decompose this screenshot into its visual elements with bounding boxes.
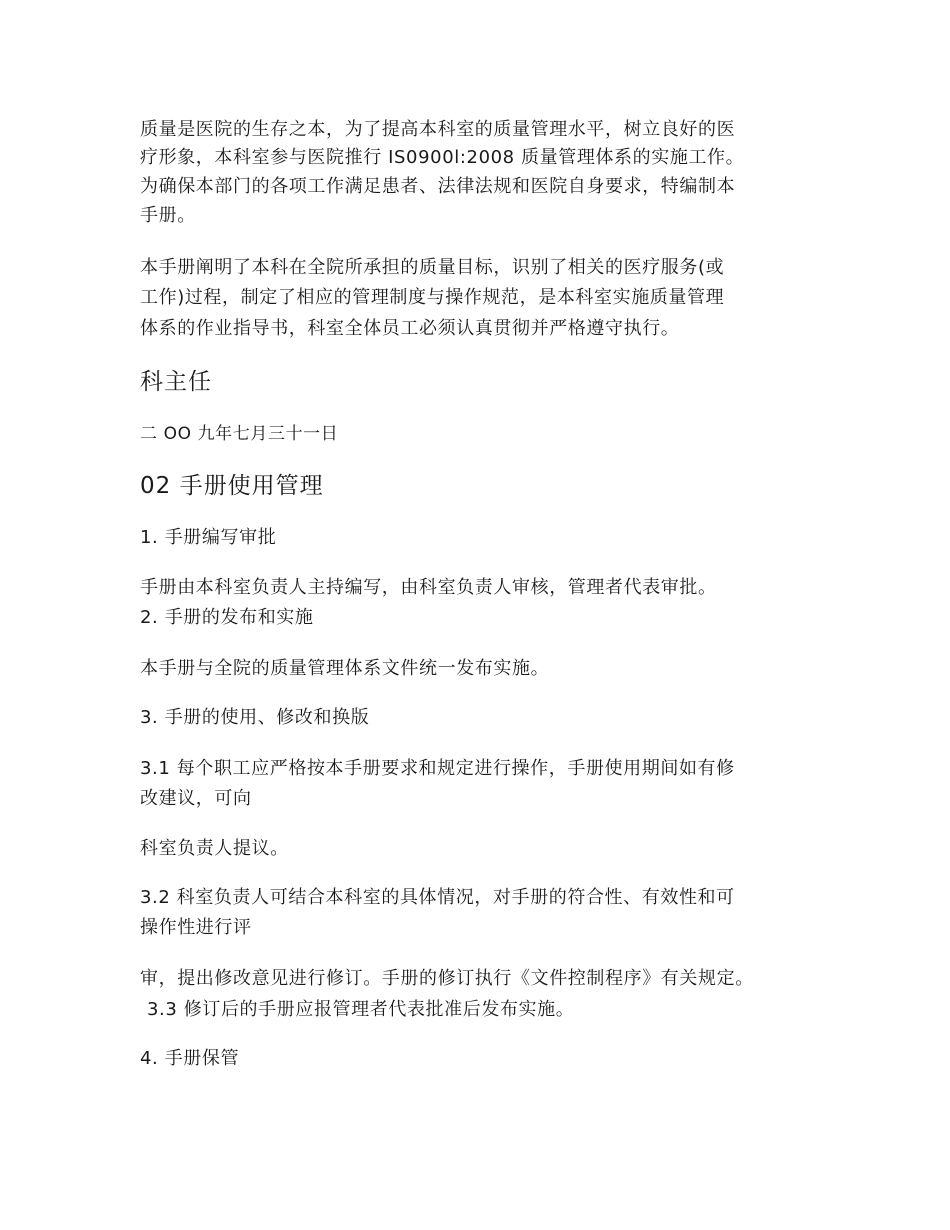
section-3-2-line-1: 3.2 科室负责人可结合本科室的具体情况，对手册的符合性、有效性和可: [140, 887, 735, 908]
section-2-text: 本手册与全院的质量管理体系文件统一发布实施。: [140, 658, 550, 679]
section-2-heading: 2. 手册的发布和实施: [140, 607, 314, 628]
intro-paragraph-2-line-3: 体系的作业指导书，科室全体员工必须认真贯彻并严格遵守执行。: [140, 318, 680, 339]
signature-title: 科主任: [140, 369, 212, 395]
intro-paragraph-1-line-2: 疗形象，本科室参与医院推行 IS0900l:2008 质量管理体系的实施工作。: [140, 147, 745, 168]
intro-paragraph-1-line-1: 质量是医院的生存之本，为了提高本科室的质量管理水平，树立良好的医: [140, 119, 736, 140]
intro-paragraph-2-line-2: 工作)过程，制定了相应的管理制度与操作规范，是本科室实施质量管理: [140, 287, 725, 308]
intro-paragraph-2-line-1: 本手册阐明了本科在全院所承担的质量目标，识别了相关的医疗服务(或: [140, 257, 725, 278]
section-3-2-line-2: 操作性进行评: [140, 917, 252, 938]
section-3-1-line-3: 科室负责人提议。: [140, 838, 289, 859]
section-3-3-line: 3.3 修订后的手册应报管理者代表批准后发布实施。: [147, 999, 575, 1020]
section-1-text: 手册由本科室负责人主持编写，由科室负责人审核，管理者代表审批。: [140, 577, 717, 598]
section-3-1-line-2: 改建议，可向: [140, 788, 252, 809]
intro-paragraph-1-line-4: 手册。: [140, 205, 196, 226]
section-3-1-line-1: 3.1 每个职工应严格按本手册要求和规定进行操作，手册使用期间如有修: [140, 758, 735, 779]
section-title: 02 手册使用管理: [140, 473, 324, 499]
section-3-heading: 3. 手册的使用、修改和换版: [140, 707, 370, 728]
section-1-heading: 1. 手册编写审批: [140, 527, 277, 548]
section-3-2-line-3: 审，提出修改意见进行修订。手册的修订执行《文件控制程序》有关规定。: [140, 968, 754, 989]
signature-date: 二 OO 九年七月三十一日: [140, 424, 339, 444]
intro-paragraph-1-line-3: 为确保本部门的各项工作满足患者、法律法规和医院自身要求，特编制本: [140, 176, 736, 197]
section-4-heading: 4. 手册保管: [140, 1048, 240, 1069]
